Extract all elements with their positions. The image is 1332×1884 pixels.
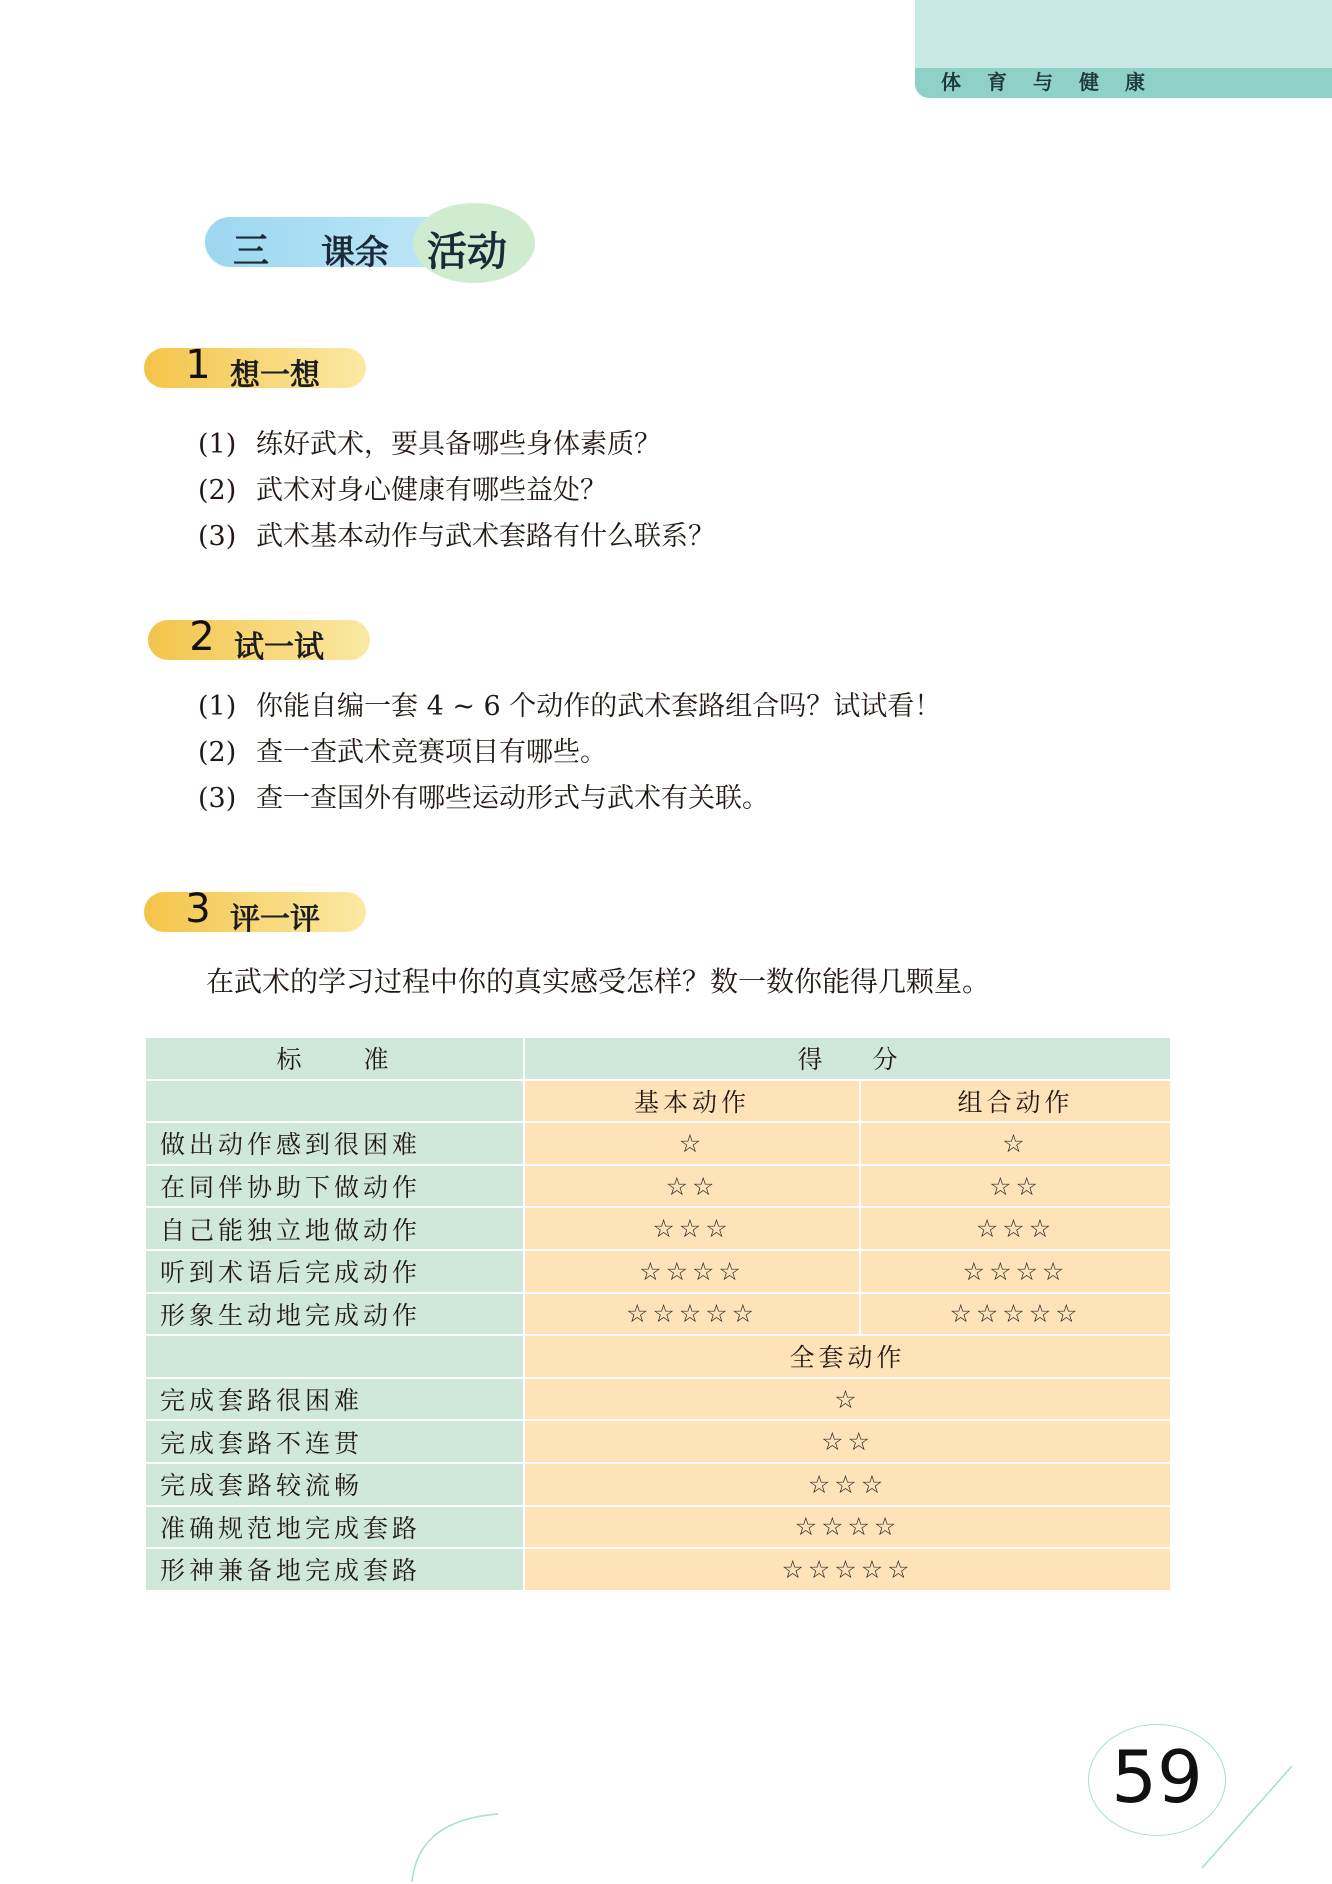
blank-cell <box>145 1335 524 1378</box>
criteria-cell: 完成套路较流畅 <box>145 1463 524 1506</box>
score-cell: ☆☆☆ <box>524 1463 1171 1506</box>
score-cell: ☆☆ <box>524 1420 1171 1463</box>
criteria-cell: 形象生动地完成动作 <box>145 1293 524 1336</box>
table-row <box>145 1207 1171 1250</box>
list-item: (3) 武术基本动作与武术套路有什么联系？ <box>198 521 715 552</box>
list-item: (2) 武术对身心健康有哪些益处？ <box>198 475 607 506</box>
section-title <box>205 203 535 285</box>
list-item: (2) 查一查武术竞赛项目有哪些。 <box>198 737 607 768</box>
subject-label: 体育与健康 <box>941 70 1171 94</box>
try-list <box>198 684 941 822</box>
score-cell: ☆☆☆☆☆ <box>524 1293 860 1336</box>
table-subheader-row <box>145 1335 1171 1378</box>
header-score: 得 分 <box>524 1037 1171 1080</box>
table-header-row <box>145 1037 1171 1080</box>
score-cell: ☆☆☆☆ <box>860 1250 1171 1293</box>
table-row <box>145 1122 1171 1165</box>
subhead-number: 3 <box>185 886 211 932</box>
criteria-cell: 做出动作感到很困难 <box>145 1122 524 1165</box>
criteria-cell: 在同伴协助下做动作 <box>145 1165 524 1208</box>
header-tab <box>915 0 1332 98</box>
table-row <box>145 1548 1171 1591</box>
score-cell: ☆☆☆ <box>524 1207 860 1250</box>
section-title-part1: 课余 <box>321 233 389 273</box>
criteria-cell: 准确规范地完成套路 <box>145 1506 524 1549</box>
criteria-cell: 听到术语后完成动作 <box>145 1250 524 1293</box>
table-row <box>145 1293 1171 1336</box>
table-row <box>145 1378 1171 1421</box>
col-full: 全套动作 <box>524 1335 1171 1378</box>
criteria-cell: 完成套路很困难 <box>145 1378 524 1421</box>
subhead-number: 2 <box>189 614 215 660</box>
criteria-cell: 自己能独立地做动作 <box>145 1207 524 1250</box>
header-criteria: 标 准 <box>145 1037 524 1080</box>
score-cell: ☆☆☆☆☆ <box>524 1548 1171 1591</box>
evaluate-intro: 在武术的学习过程中你的真实感受怎样？数一数你能得几颗星。 <box>206 965 991 998</box>
subhead-title: 想一想 <box>230 358 320 393</box>
subhead-think <box>144 342 374 393</box>
col-combo: 组合动作 <box>860 1080 1171 1123</box>
blank-cell <box>145 1080 524 1123</box>
score-cell: ☆ <box>524 1122 860 1165</box>
score-cell: ☆☆☆ <box>860 1207 1171 1250</box>
list-item: (1) 练好武术，要具备哪些身体素质？ <box>198 429 661 460</box>
rating-table <box>144 1036 1172 1592</box>
score-cell: ☆☆☆☆ <box>524 1250 860 1293</box>
subhead-try <box>148 614 378 665</box>
table-row <box>145 1420 1171 1463</box>
list-item: (1) 你能自编一套 4 ~ 6 个动作的武术套路组合吗？试试看！ <box>198 691 942 722</box>
subhead-number: 1 <box>185 342 211 388</box>
table-row <box>145 1463 1171 1506</box>
criteria-cell: 形神兼备地完成套路 <box>145 1548 524 1591</box>
subhead-title: 试一试 <box>234 630 324 665</box>
subhead-title: 评一评 <box>230 902 320 937</box>
col-basic: 基本动作 <box>524 1080 860 1123</box>
decorative-arc <box>398 1810 508 1884</box>
list-item: (3) 查一查国外有哪些运动形式与武术有关联。 <box>198 783 769 814</box>
table-row <box>145 1250 1171 1293</box>
subhead-evaluate <box>144 886 374 937</box>
score-cell: ☆☆☆☆ <box>524 1506 1171 1549</box>
think-list <box>198 422 715 560</box>
decorative-line <box>1200 1760 1300 1870</box>
score-cell: ☆☆☆☆☆ <box>860 1293 1171 1336</box>
score-cell: ☆ <box>524 1378 1171 1421</box>
criteria-cell: 完成套路不连贯 <box>145 1420 524 1463</box>
score-cell: ☆☆ <box>524 1165 860 1208</box>
score-cell: ☆☆ <box>860 1165 1171 1208</box>
page-number: 59 <box>1111 1735 1203 1819</box>
table-subheader-row <box>145 1080 1171 1123</box>
table-row <box>145 1165 1171 1208</box>
section-number: 三 <box>233 231 270 272</box>
section-title-part2: 活动 <box>427 229 507 275</box>
score-cell: ☆ <box>860 1122 1171 1165</box>
table-row <box>145 1506 1171 1549</box>
